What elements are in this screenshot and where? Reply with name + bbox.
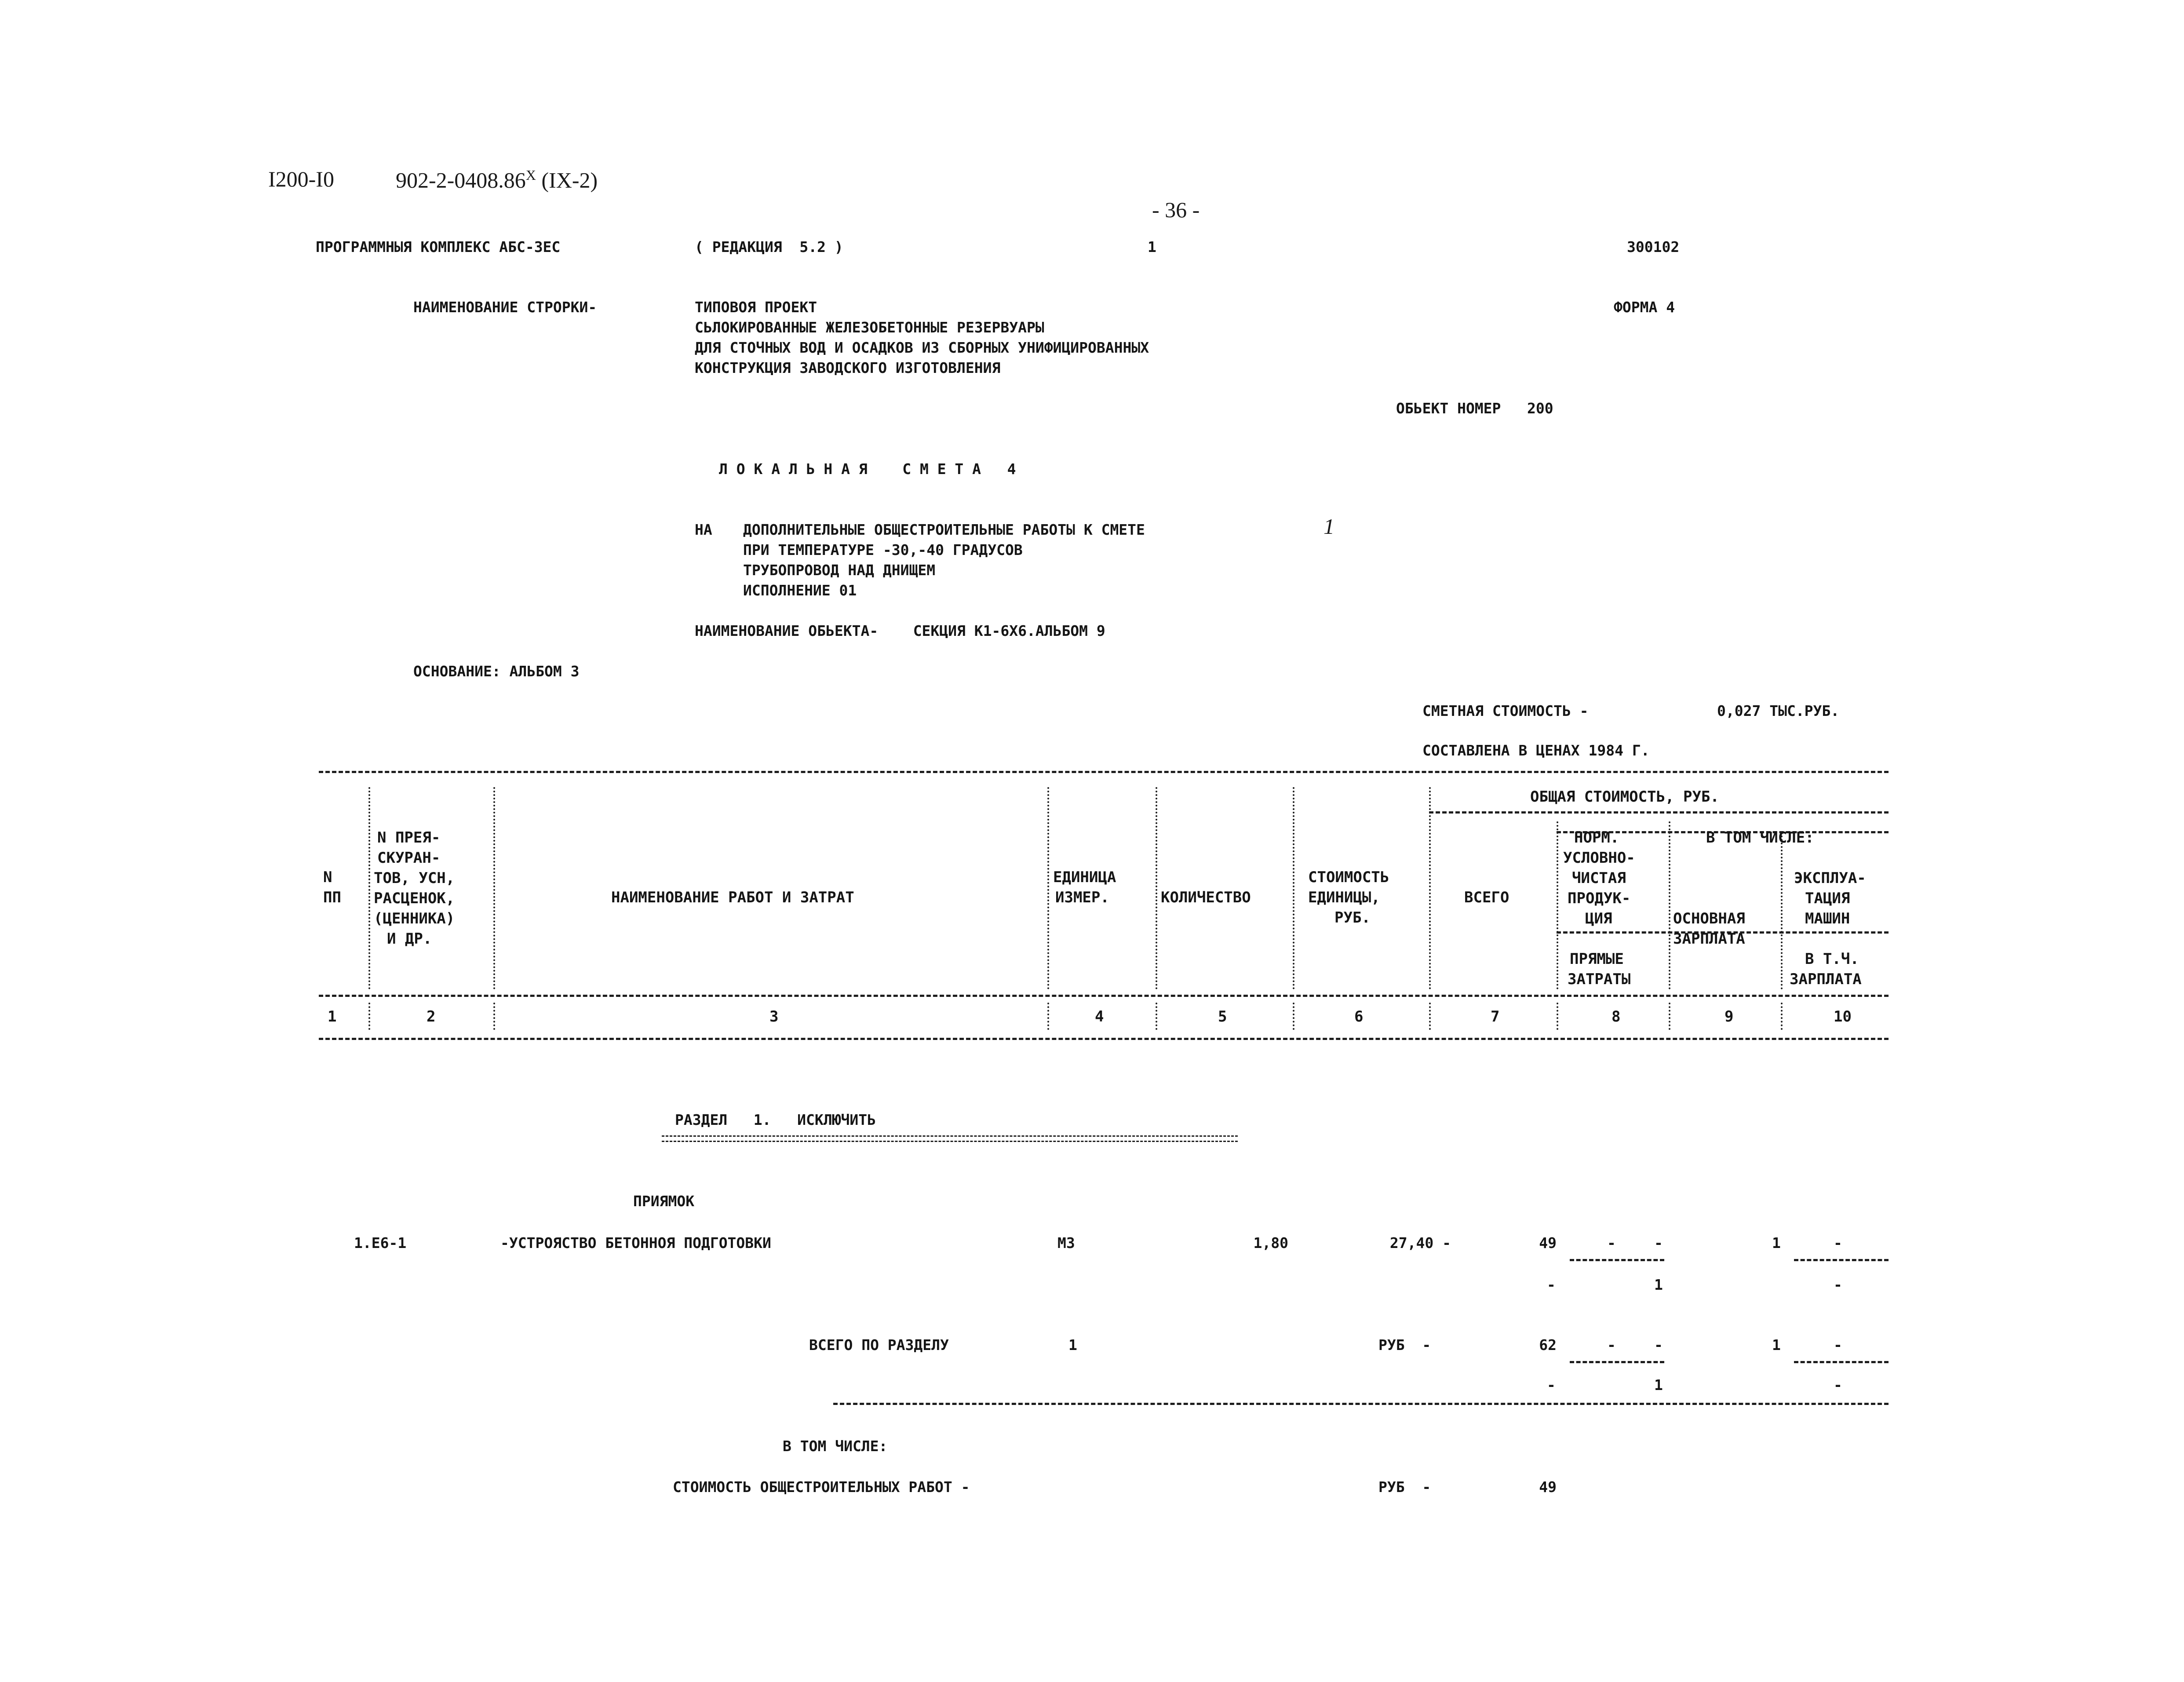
hdr-col8b-2: ЗАТРАТЫ: [1568, 971, 1631, 988]
num-sep-1: [368, 1003, 370, 1030]
hdr-col2-5: (ЦЕННИКА): [374, 910, 455, 927]
na-line-1: ДОПОЛНИТЕЛЬНЫЕ ОБЩЕСТРОИТЕЛЬНЫЕ РАБОТЫ К СМЕТЕ: [743, 521, 1145, 538]
hdr-col10b-2: ЗАРПЛАТА: [1790, 971, 1862, 988]
project-number-sup: X: [525, 167, 536, 183]
hdr-col2-2: СКУРАН-: [377, 849, 441, 867]
item-r2-col8: -: [1547, 1276, 1556, 1293]
hdr-col10-2: ТАЦИЯ: [1805, 890, 1850, 907]
num-sep-8: [1669, 1003, 1670, 1030]
col-sep-6: [1429, 787, 1431, 989]
sheet-code: I200-I0: [268, 167, 334, 191]
header-bottom-rule: [319, 995, 1889, 997]
hdr-col8-3: ЧИСТАЯ: [1572, 869, 1626, 887]
num-sep-6: [1429, 1003, 1431, 1030]
section-total-col10: 1: [1772, 1336, 1781, 1354]
item-col10: 1: [1772, 1234, 1781, 1251]
item-quantity: 1,80: [1253, 1234, 1288, 1251]
na-prefix: НА: [695, 521, 712, 538]
section-total-r2-col9: 1: [1654, 1376, 1663, 1394]
section-total-col10b: -: [1834, 1336, 1842, 1354]
hdr-col4-b: ИЗМЕР.: [1055, 889, 1109, 906]
hdr-col8-4: ПРОДУК-: [1568, 890, 1631, 907]
section-subheading: ПРИЯМОК: [633, 1193, 695, 1210]
hdr-col6-a: СТОИМОСТЬ: [1308, 868, 1389, 886]
col-sep-4: [1156, 787, 1157, 989]
hdr-col5: КОЛИЧЕСТВО: [1161, 889, 1251, 906]
item-unit-price: 27,40 -: [1389, 1234, 1451, 1251]
col-number-6: 6: [1354, 1008, 1364, 1025]
section-total-unit: РУБ -: [1378, 1336, 1431, 1354]
project-line-4: КОНСТРУКЦИЯ ЗАВОДСКОГО ИЗГОТОВЛЕНИЯ: [695, 359, 1001, 376]
program-mid-number: 1: [1148, 238, 1156, 255]
form-label: ФОРМА 4: [1614, 299, 1675, 316]
total-sub-rule-8: [1570, 1361, 1664, 1363]
item-col9: -: [1654, 1234, 1663, 1251]
hdr-col2-6: И ДР.: [387, 930, 432, 948]
project-line-3: ДЛЯ СТОЧНЫХ ВОД И ОСАДКОВ ИЗ СБОРНЫХ УНИФИЦИРОВАННЫХ: [695, 339, 1149, 356]
hdr-col3: НАИМЕНОВАНИЕ РАБОТ И ЗАТРАТ: [611, 889, 854, 906]
program-name: ПРОГРАММНЫЯ КОМПЛЕКС АБС-ЗЕС: [316, 238, 561, 255]
section-total-number: 1: [1068, 1336, 1077, 1354]
section-total-rule: [833, 1403, 1889, 1405]
numbers-bottom-rule: [319, 1038, 1889, 1040]
page-number: - 36 -: [1152, 197, 1200, 222]
num-sep-3: [1047, 1003, 1049, 1030]
item-total: 49: [1539, 1234, 1557, 1251]
total-sub-rule-10: [1794, 1361, 1889, 1363]
hdr-col4-a: ЕДИНИЦА: [1053, 868, 1116, 886]
col-sep-7: [1557, 821, 1558, 989]
col-number-2: 2: [427, 1008, 436, 1025]
in-that-label: В ТОМ ЧИСЛЕ:: [783, 1438, 888, 1455]
section-total-r2-col10: -: [1834, 1376, 1842, 1394]
col-number-8: 8: [1612, 1008, 1621, 1025]
object-number: ОБЬЕКТ НОМЕР 200: [1396, 400, 1553, 417]
col-number-1: 1: [328, 1008, 337, 1025]
na-line-4: ИСПОЛНЕНИЕ 01: [743, 582, 857, 599]
osnovanie: ОСНОВАНИЕ: АЛЬБОМ 3: [413, 663, 580, 680]
na-line-3: ТРУБОПРОВОД НАД ДНИЩЕМ: [743, 562, 936, 579]
hdr-col8b-1: ПРЯМЫЕ: [1570, 950, 1624, 968]
col-sep-9: [1781, 836, 1783, 989]
project-line-2: СЬЛОКИРОВАННЫЕ ЖЕЛЕЗОБЕТОННЫЕ РЕЗЕРВУАРЫ: [695, 319, 1044, 336]
program-edition: ( РЕДАКЦИЯ 5.2 ): [695, 238, 843, 255]
col-number-9: 9: [1725, 1008, 1734, 1025]
item-r2-col9: 1: [1654, 1276, 1663, 1293]
hdr-col1-a: N: [323, 868, 332, 886]
section-total-value: 62: [1539, 1336, 1557, 1354]
cost-general-label: СТОИМОСТЬ ОБЩЕСТРОИТЕЛЬНЫХ РАБОТ -: [673, 1478, 970, 1496]
section-underline: [662, 1135, 1238, 1142]
hdr-col7: ВСЕГО: [1464, 889, 1509, 906]
col-sep-1: [368, 787, 370, 989]
section-total-col8: -: [1607, 1336, 1616, 1354]
cost-value: 0,027 ТЫС.РУБ.: [1717, 702, 1840, 719]
col-number-4: 4: [1095, 1008, 1104, 1025]
name-label: НАИМЕНОВАНИЕ СТРОРКИ-: [413, 299, 597, 316]
item-col8: -: [1607, 1234, 1616, 1251]
hdr-col6-b: ЕДИНИЦЫ,: [1308, 889, 1380, 906]
num-sep-9: [1781, 1003, 1783, 1030]
section-total-label: ВСЕГО ПО РАЗДЕЛУ: [809, 1336, 949, 1354]
item-name: -УСТРОЯСТВО БЕТОННОЯ ПОДГОТОВКИ: [500, 1234, 771, 1251]
hdr-col8-5: ЦИЯ: [1585, 910, 1612, 927]
col-number-3: 3: [769, 1008, 779, 1025]
smeta-title: Л О К А Л Ь Н А Я С М Е Т А 4: [719, 460, 1016, 478]
item-col10b: -: [1834, 1234, 1842, 1251]
project-number-text: 902-2-0408.86: [396, 168, 526, 193]
cost-label: СМЕТНАЯ СТОИМОСТЬ -: [1422, 702, 1589, 719]
hdr-col9-a: ОСНОВНАЯ: [1673, 910, 1745, 927]
col-number-10: 10: [1834, 1008, 1852, 1025]
section-title: РАЗДЕЛ 1. ИСКЛЮЧИТЬ: [675, 1111, 876, 1128]
project-number: [396, 168, 598, 191]
col-sep-3: [1047, 787, 1049, 989]
col-sep-5: [1293, 787, 1294, 989]
table-top-rule: [319, 771, 1889, 773]
object-name: НАИМЕНОВАНИЕ ОБЬЕКТА- СЕКЦИЯ К1-6Х6.АЛЬБОМ 9: [695, 622, 1105, 639]
hdr-col8-2: УСЛОВНО-: [1563, 849, 1635, 867]
program-code: 300102: [1627, 238, 1680, 255]
cost-general-value: 49: [1539, 1478, 1557, 1496]
total-group-rule: [1429, 811, 1889, 814]
hdr-col2-3: ТОВ, УСН,: [374, 869, 455, 887]
hdr-col10b-1: В Т.Ч.: [1805, 950, 1859, 968]
col-number-5: 5: [1218, 1008, 1227, 1025]
item-sub-rule-10: [1794, 1259, 1889, 1261]
col-number-7: 7: [1491, 1008, 1500, 1025]
hdr-col10-3: МАШИН: [1805, 910, 1850, 927]
hdr-col2-4: РАСЦЕНОК,: [374, 890, 455, 907]
num-sep-4: [1156, 1003, 1157, 1030]
col-sep-8: [1669, 821, 1670, 989]
na-line-2: ПРИ ТЕМПЕРАТУРЕ -30,-40 ГРАДУСОВ: [743, 541, 1023, 558]
hdr-col8-1: НОРМ.: [1574, 829, 1619, 846]
section-total-r2-col8: -: [1547, 1376, 1556, 1394]
col-sep-2: [493, 787, 495, 989]
prices-year: СОСТАВЛЕНА В ЦЕНАХ 1984 Г.: [1422, 742, 1650, 759]
item-sub-rule-8: [1570, 1259, 1664, 1261]
hdr-vtom: В ТОМ ЧИСЛЕ:: [1706, 829, 1814, 846]
item-unit: М3: [1057, 1234, 1075, 1251]
project-part: (IX-2): [541, 168, 598, 193]
hdr-total-group: ОБЩАЯ СТОИМОСТЬ, РУБ.: [1530, 788, 1719, 806]
hdr-col6-c: РУБ.: [1334, 909, 1371, 927]
hdr-col10-1: ЭКСПЛУА-: [1794, 869, 1866, 887]
hdr-col9-b: ЗАРПЛАТА: [1673, 930, 1745, 948]
num-sep-7: [1557, 1003, 1558, 1030]
item-r2-col10: -: [1834, 1276, 1842, 1293]
section-total-col9: -: [1654, 1336, 1663, 1354]
hdr-col1-b: ПП: [323, 889, 341, 906]
num-sep-2: [493, 1003, 495, 1030]
hdr-col2-1: N ПРЕЯ-: [377, 829, 441, 846]
num-sep-5: [1293, 1003, 1294, 1030]
project-line-1: ТИПОВОЯ ПРОЕКТ: [695, 299, 817, 316]
handwritten-number: 1: [1324, 514, 1334, 539]
cost-general-unit: РУБ -: [1378, 1478, 1431, 1496]
item-code: 1.Е6-1: [354, 1234, 407, 1251]
